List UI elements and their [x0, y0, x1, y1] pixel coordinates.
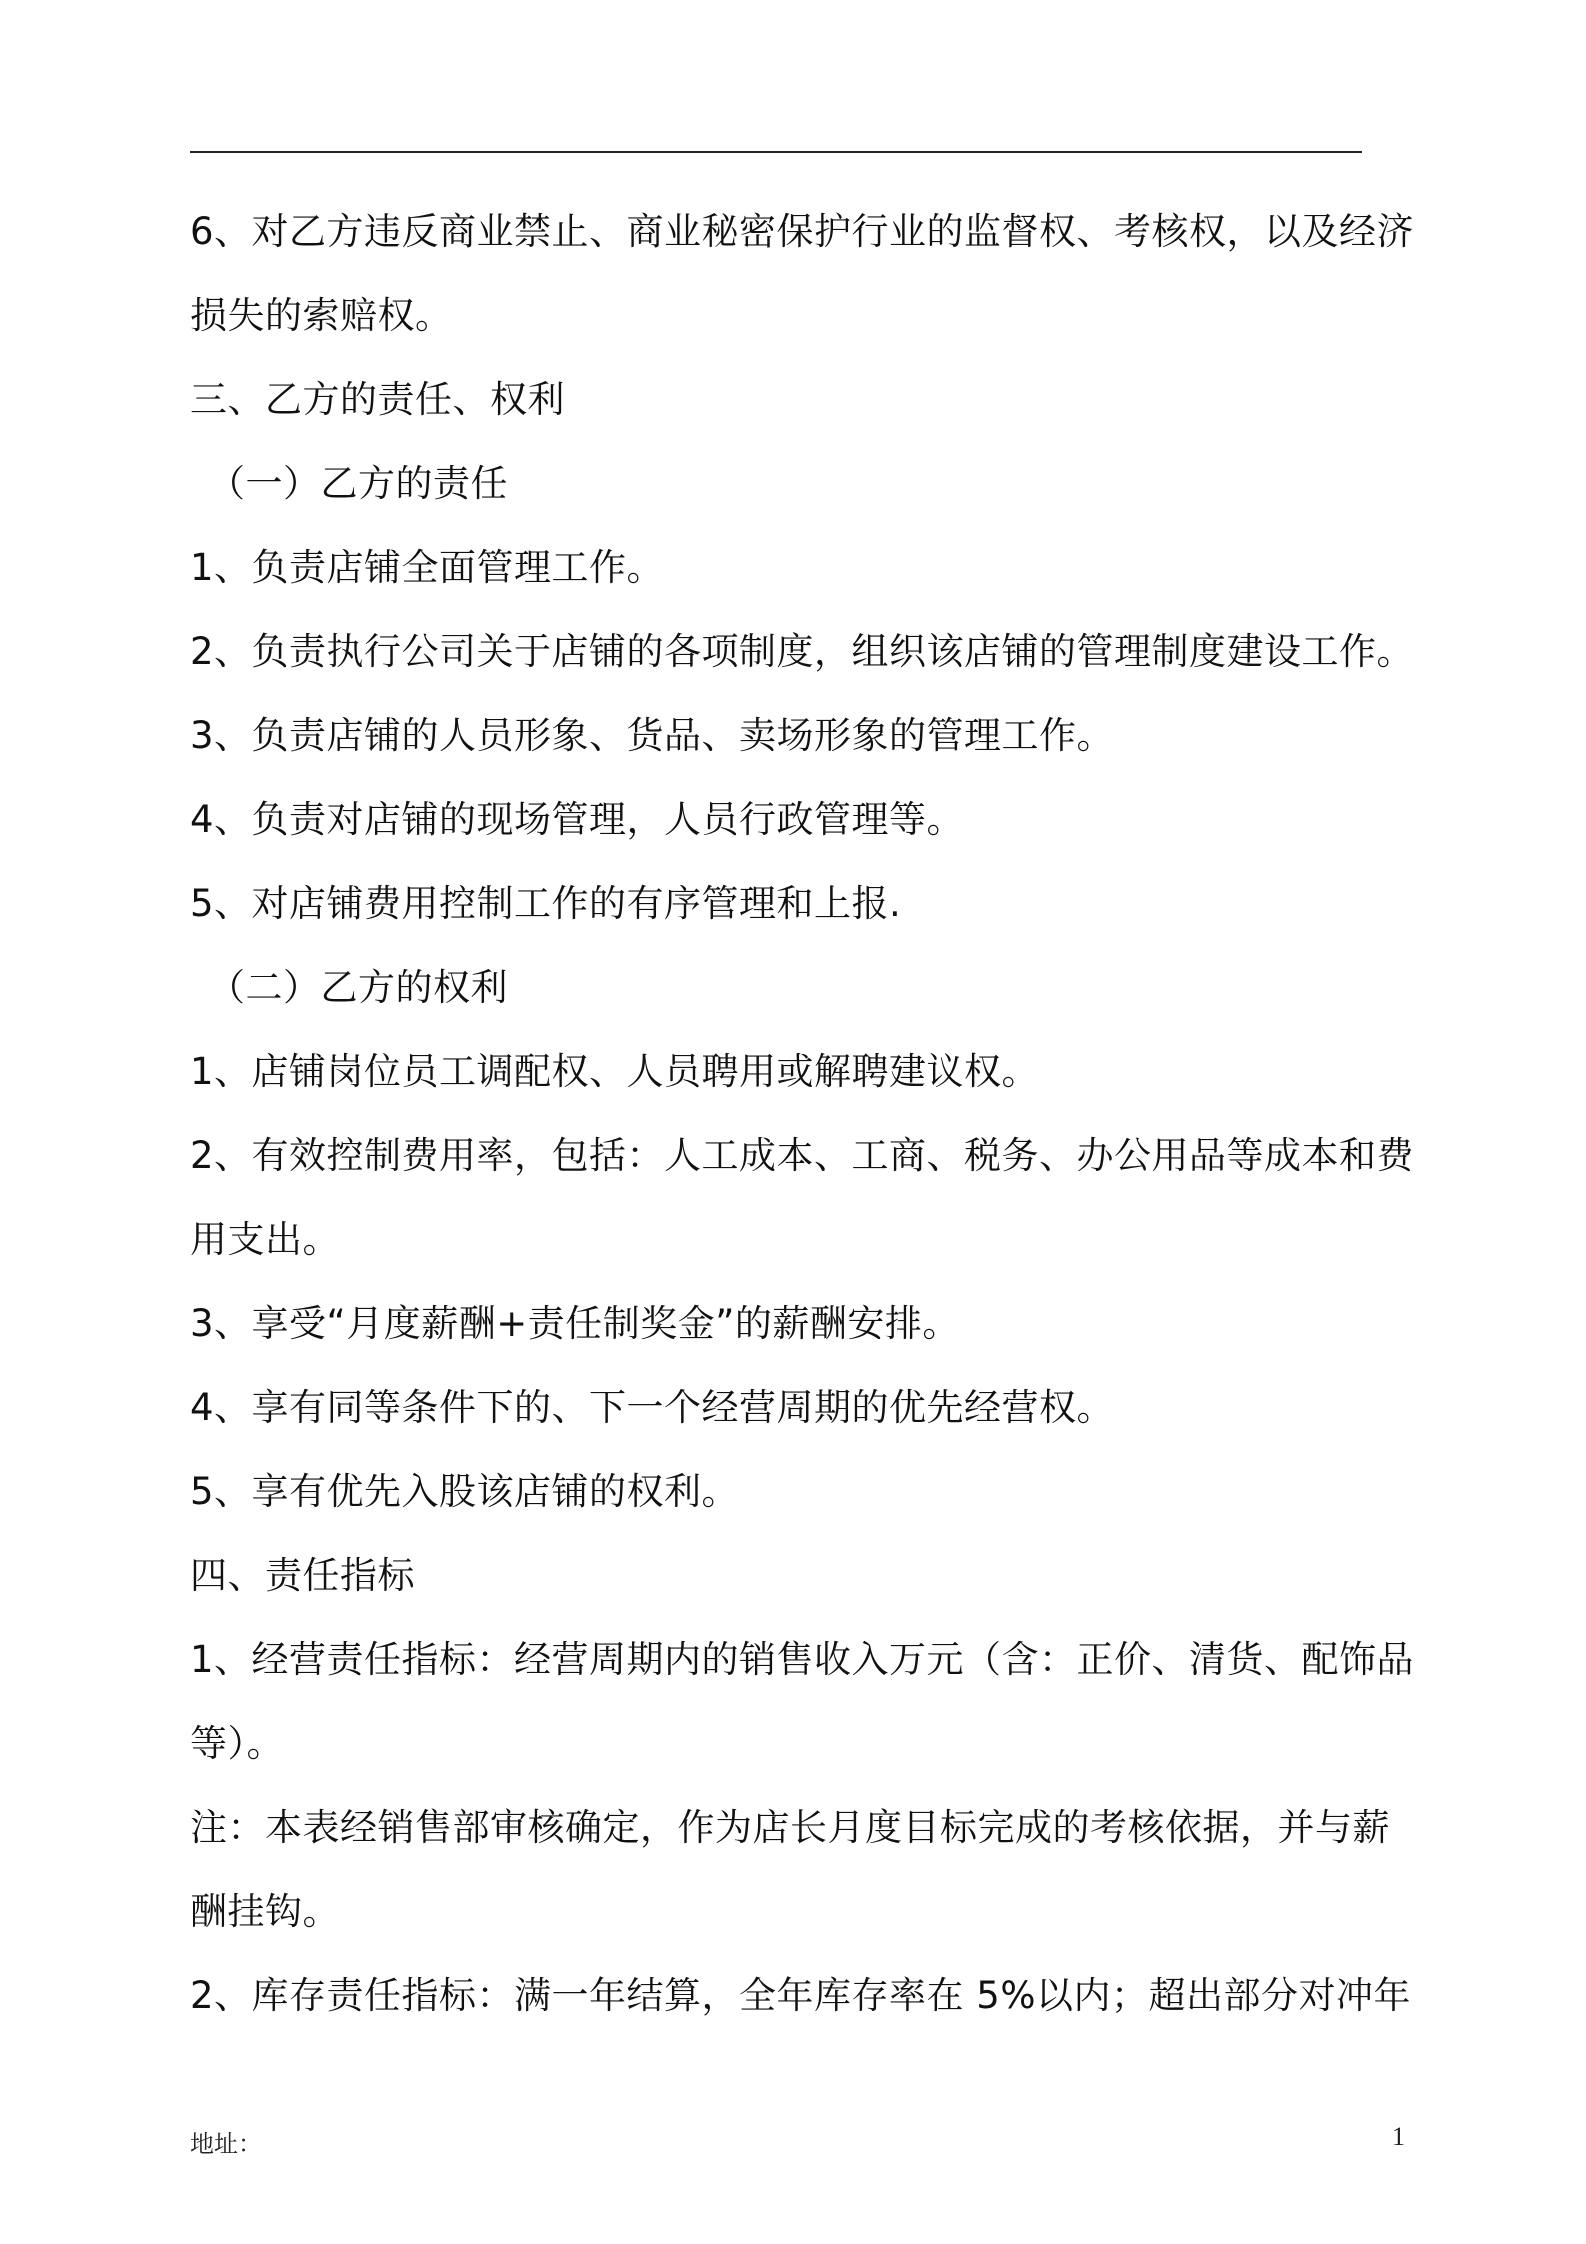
text-line: 1、负责店铺全面管理工作。 [190, 546, 665, 589]
document-body [190, 190, 1415, 2038]
text-line: 用支出。 [190, 1218, 340, 1261]
text-line: 2、负责执行公司关于店铺的各项制度，组织该店铺的管理制度建设工作。 [190, 630, 1415, 673]
text-line: （一）乙方的责任 [208, 462, 508, 505]
text-line: 2、库存责任指标：满一年结算，全年库存率在 5%以内；超出部分对冲年 [190, 1974, 1411, 2017]
text-line: 5、享有优先入股该店铺的权利。 [190, 1470, 740, 1513]
footer-address-label: 地址： [190, 2130, 262, 2158]
footer-page-number: 1 [1392, 2122, 1405, 2151]
text-line: 5、对店铺费用控制工作的有序管理和上报. [190, 882, 902, 925]
text-line: 4、享有同等条件下的、下一个经营周期的优先经营权。 [190, 1386, 1115, 1429]
text-line: 酬挂钩。 [190, 1890, 340, 1933]
text-line: 3、负责店铺的人员形象、货品、卖场形象的管理工作。 [190, 714, 1115, 757]
text-line: 1、经营责任指标：经营周期内的销售收入万元（含：正价、清货、配饰品 [190, 1638, 1415, 1681]
text-line: 等）。 [190, 1722, 284, 1765]
text-line: 4、负责对店铺的现场管理，人员行政管理等。 [190, 798, 965, 841]
text-line: 四、责任指标 [190, 1554, 415, 1597]
text-line: 6、对乙方违反商业禁止、商业秘密保护行业的监督权、考核权，以及经济 [190, 210, 1415, 253]
text-line: 1、店铺岗位员工调配权、人员聘用或解聘建议权。 [190, 1050, 1040, 1093]
text-line: （二）乙方的权利 [208, 966, 508, 1009]
text-line: 2、有效控制费用率，包括：人工成本、工商、税务、办公用品等成本和费 [190, 1134, 1415, 1177]
text-line: 3、享受“月度薪酬+责任制奖金”的薪酬安排。 [190, 1302, 960, 1345]
header-rule [190, 151, 1362, 153]
text-line: 三、乙方的责任、权利 [190, 378, 565, 421]
text-line: 注：本表经销售部审核确定，作为店长月度目标完成的考核依据，并与薪 [190, 1806, 1390, 1849]
text-line: 损失的索赔权。 [190, 294, 453, 337]
